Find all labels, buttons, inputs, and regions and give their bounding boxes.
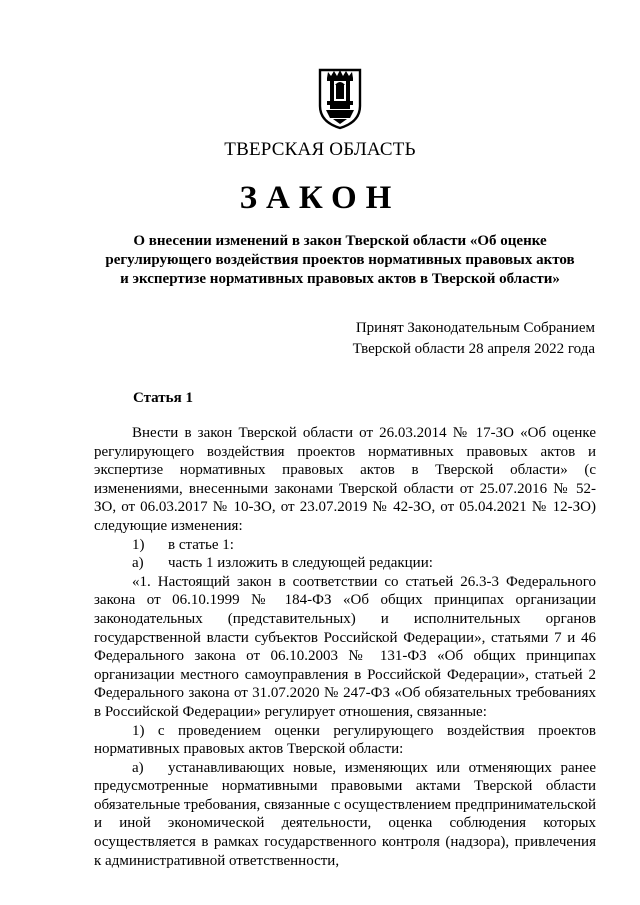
adoption-line-2: Тверской области 28 апреля 2022 года: [352, 340, 595, 357]
item-1-text: в статье 1:: [168, 536, 234, 553]
quoted-item-1-paragraph: 1) с проведением оценки регулирующего воздействия проектов нормативных правовых актов Тверской области:: [94, 722, 596, 758]
item-a-text: часть 1 изложить в следующей редакции:: [168, 555, 433, 572]
article-heading: Статья 1: [133, 390, 193, 406]
item-a: [94, 554, 596, 573]
coat-of-arms-emblem: [318, 66, 362, 130]
quoted-subitem-a-text: устанавливающих новые, изменяющих или отменяющих ранее предусмотренные нормативными правовыми актами Тверской области обязательные требования, связанные с осуществлением предпринимательской и иной экономической деятельности, оценка соблюдения которых осуществляется в рамках государственного контроля (надзора), привлечения к административной ответственности,: [94, 759, 596, 869]
article-intro-paragraph: Внести в закон Тверской области от 26.03.2014 № 17-ЗО «Об оценке регулирующего воздействия проектов нормативных правовых актов и экспертизе нормативных правовых актов в Тверской области» (с изменениями, внесенными законами Тверской области от 25.07.2016 № 52-ЗО, от 06.03.2017 № 10-ЗО, от 23.07.2019 № 42-ЗО, от 05.04.2021 № 12-ЗО) следующие изменения:: [94, 425, 596, 534]
adoption-note: [353, 318, 595, 359]
item-1: [94, 536, 596, 555]
document-type-heading: ЗАКОН: [239, 180, 401, 216]
region-name: ТВЕРСКАЯ ОБЛАСТЬ: [224, 139, 416, 160]
law-title: О внесении изменений в закон Тверской области «Об оценке регулирующего воздействия проектов нормативных правовых актов и экспертизе нормативных правовых актов в Тверской области»: [105, 233, 575, 287]
quoted-subitem-a: [94, 759, 596, 871]
item-a-marker: а): [132, 555, 144, 572]
quoted-part-1-paragraph: «1. Настоящий закон в соответствии со статьей 26.3-3 Федерального закона от 06.10.1999 № 184-ФЗ «Об общих принципах организации законодательных (представительных) и исполнительных органов государственной власти субъектов Российской Федерации», статьями 7 и 46 Федерального закона от 06.10.2003 № 131-ФЗ «Об общих принципах организации местного самоуправления в Российской Федерации», статьей 2 Федерального закона от 31.07.2020 № 247-ФЗ «Об обязательных требованиях в Российской Федерации» регулирует отношения, связанные:: [94, 573, 596, 720]
article-body: [94, 424, 596, 870]
quoted-subitem-a-marker: а): [132, 759, 144, 776]
item-1-marker: 1): [132, 536, 145, 553]
adoption-line-1: Принят Законодательным Собранием: [355, 320, 595, 336]
